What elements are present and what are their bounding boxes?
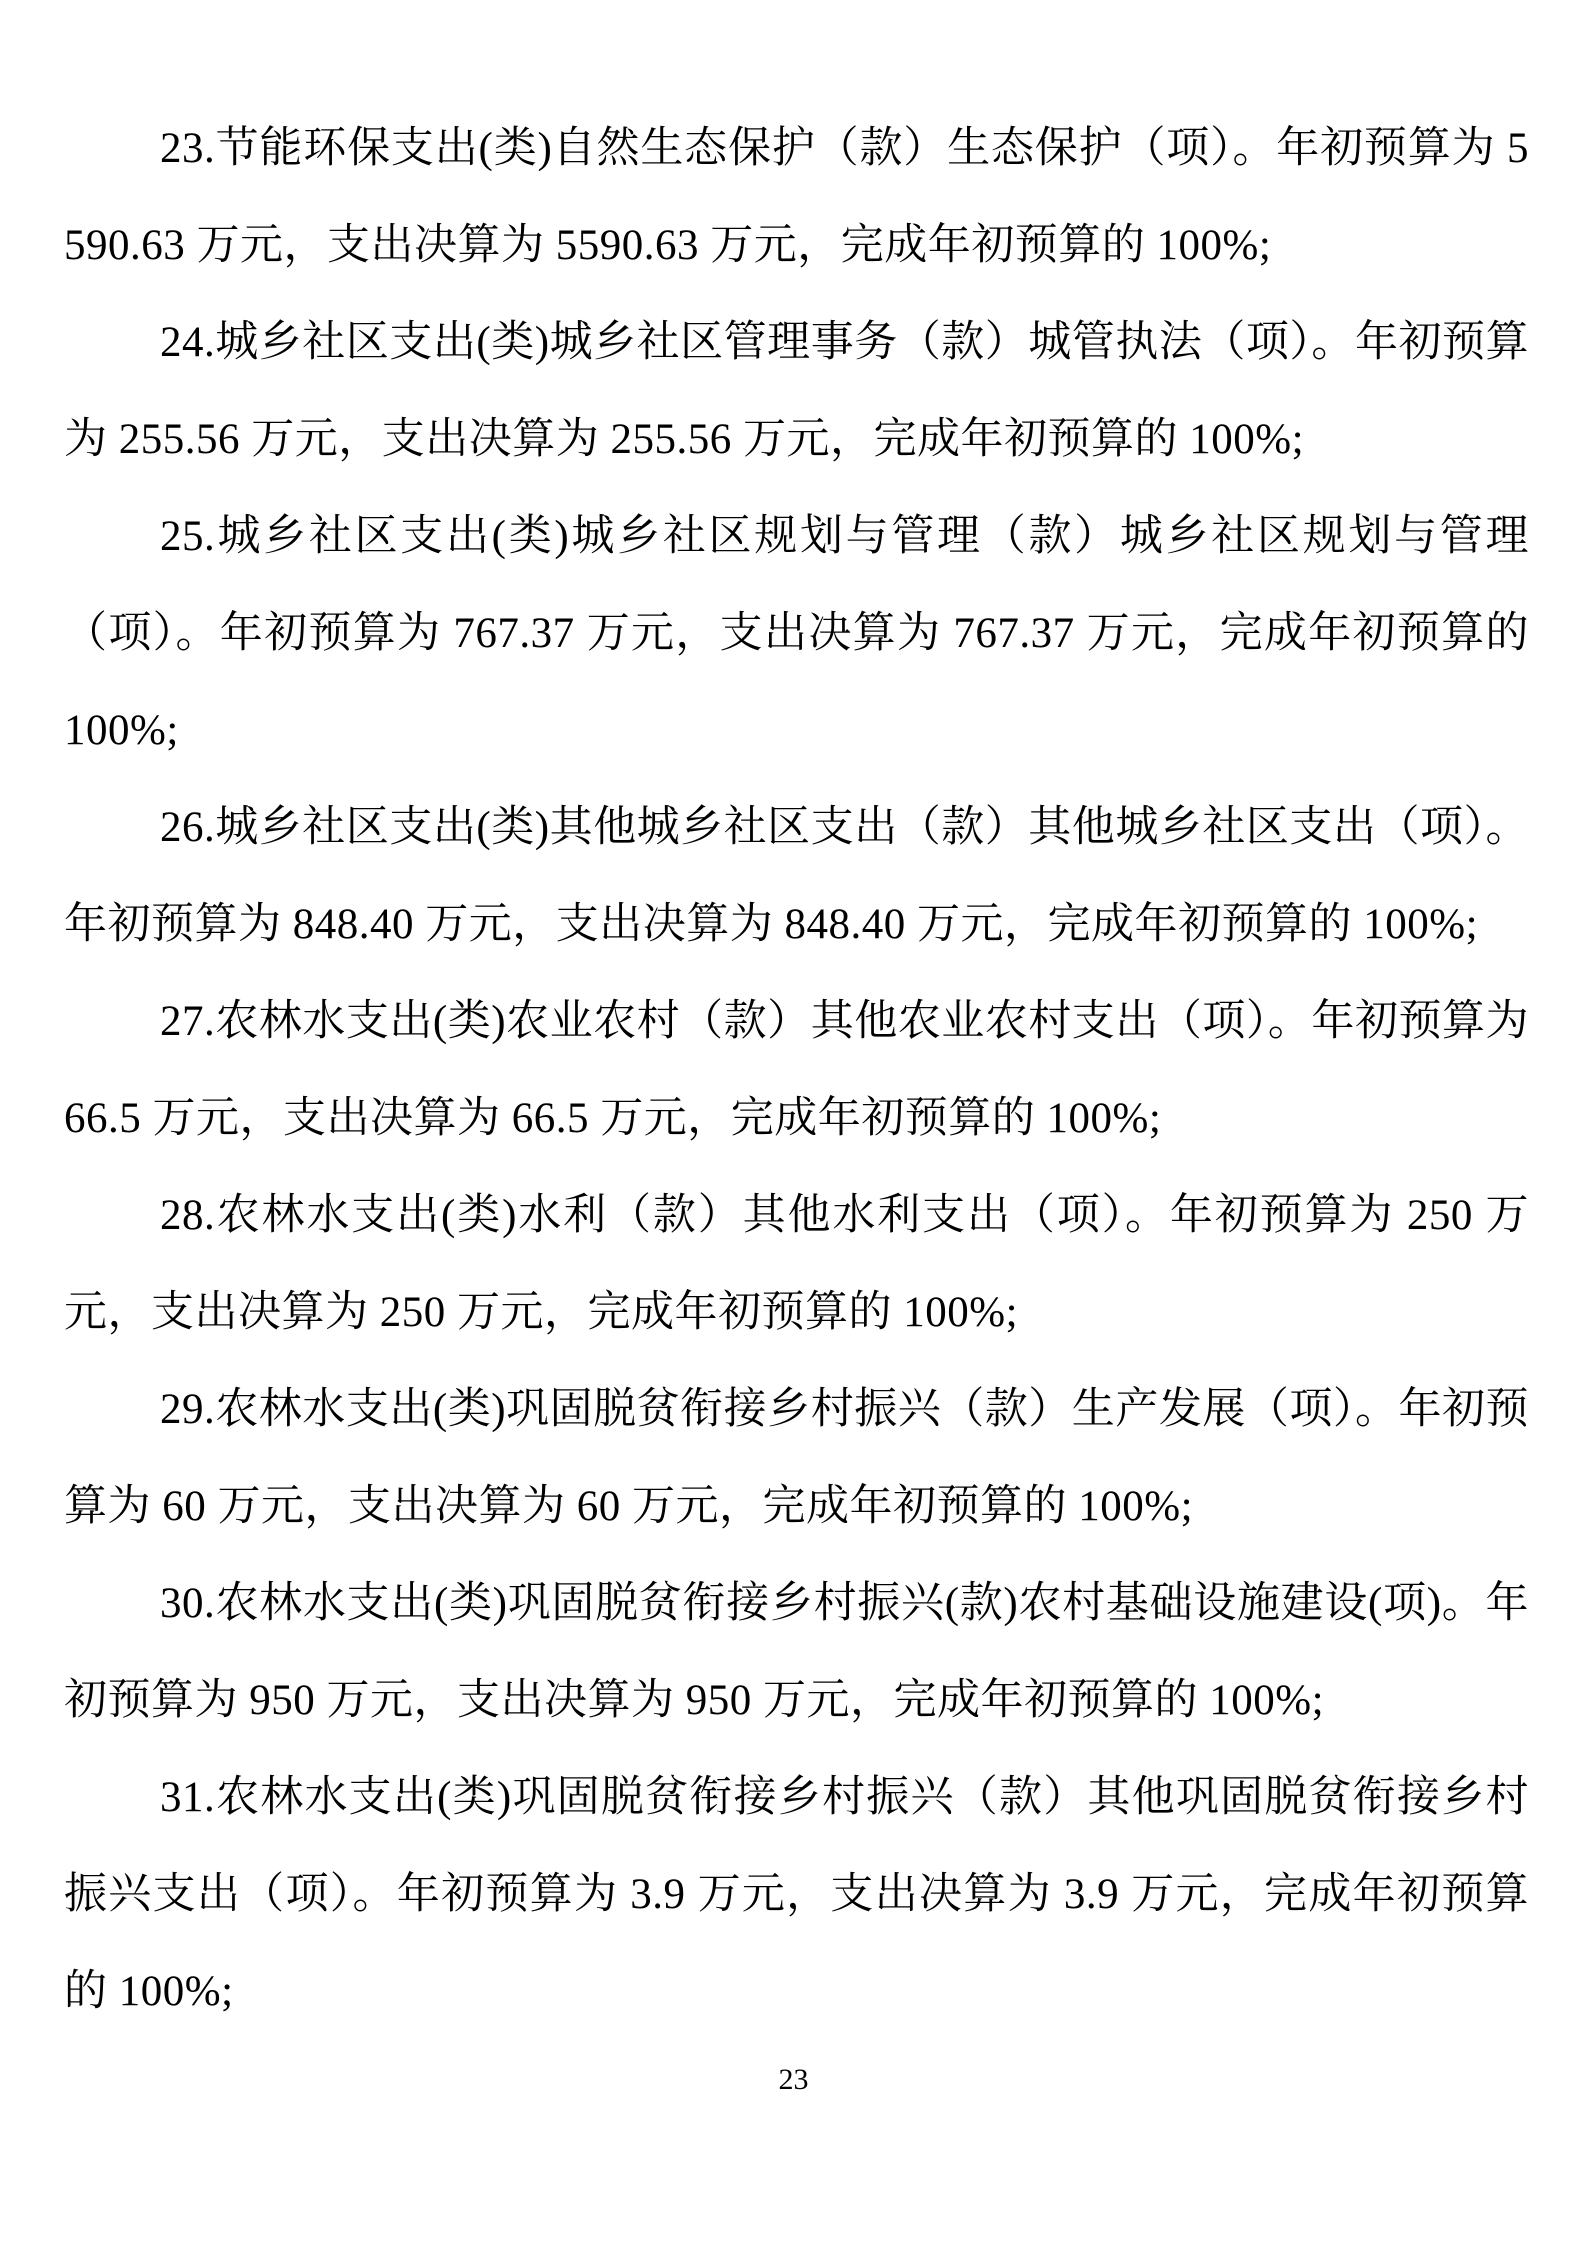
document-body (64, 100, 1529, 2040)
budget-item-28-paragraph: 28.农林水支出(类)水利（款）其他水利支出（项）。年初预算为 250 万元，支出决算为 250 万元，完成年初预算的 100%; (64, 1192, 1529, 1336)
budget-item-27-paragraph: 27.农林水支出(类)农业农村（款）其他农业农村支出（项）。年初预算为 66.5 万元，支出决算为 66.5 万元，完成年初预算的 100%; (64, 998, 1529, 1142)
budget-item-25-paragraph: 25.城乡社区支出(类)城乡社区规划与管理（款）城乡社区规划与管理（项）。年初预算为 767.37 万元，支出决算为 767.37 万元，完成年初预算的 100%; (64, 513, 1529, 754)
budget-item-29-paragraph: 29.农林水支出(类)巩固脱贫衔接乡村振兴（款）生产发展（项）。年初预算为 60 万元，支出决算为 60 万元，完成年初预算的 100%; (64, 1386, 1529, 1530)
budget-item-23-paragraph: 23.节能环保支出(类)自然生态保护（款）生态保护（项）。年初预算为 5590.63 万元，支出决算为 5590.63 万元，完成年初预算的 100%; (64, 125, 1529, 269)
budget-item-30-paragraph: 30.农林水支出(类)巩固脱贫衔接乡村振兴(款)农村基础设施建设(项)。年初预算为 950 万元，支出决算为 950 万元，完成年初预算的 100%; (64, 1580, 1529, 1724)
budget-item-26-paragraph: 26.城乡社区支出(类)其他城乡社区支出（款）其他城乡社区支出（项）。年初预算为 848.40 万元，支出决算为 848.40 万元，完成年初预算的 100%; (64, 804, 1529, 948)
page-number: 23 (778, 2063, 809, 2096)
budget-item-24-paragraph: 24.城乡社区支出(类)城乡社区管理事务（款）城管执法（项）。年初预算为 255.56 万元，支出决算为 255.56 万元，完成年初预算的 100%; (64, 319, 1529, 463)
budget-item-31-paragraph: 31.农林水支出(类)巩固脱贫衔接乡村振兴（款）其他巩固脱贫衔接乡村振兴支出（项）。年初预算为 3.9 万元，支出决算为 3.9 万元，完成年初预算的 100%; (64, 1774, 1529, 2015)
